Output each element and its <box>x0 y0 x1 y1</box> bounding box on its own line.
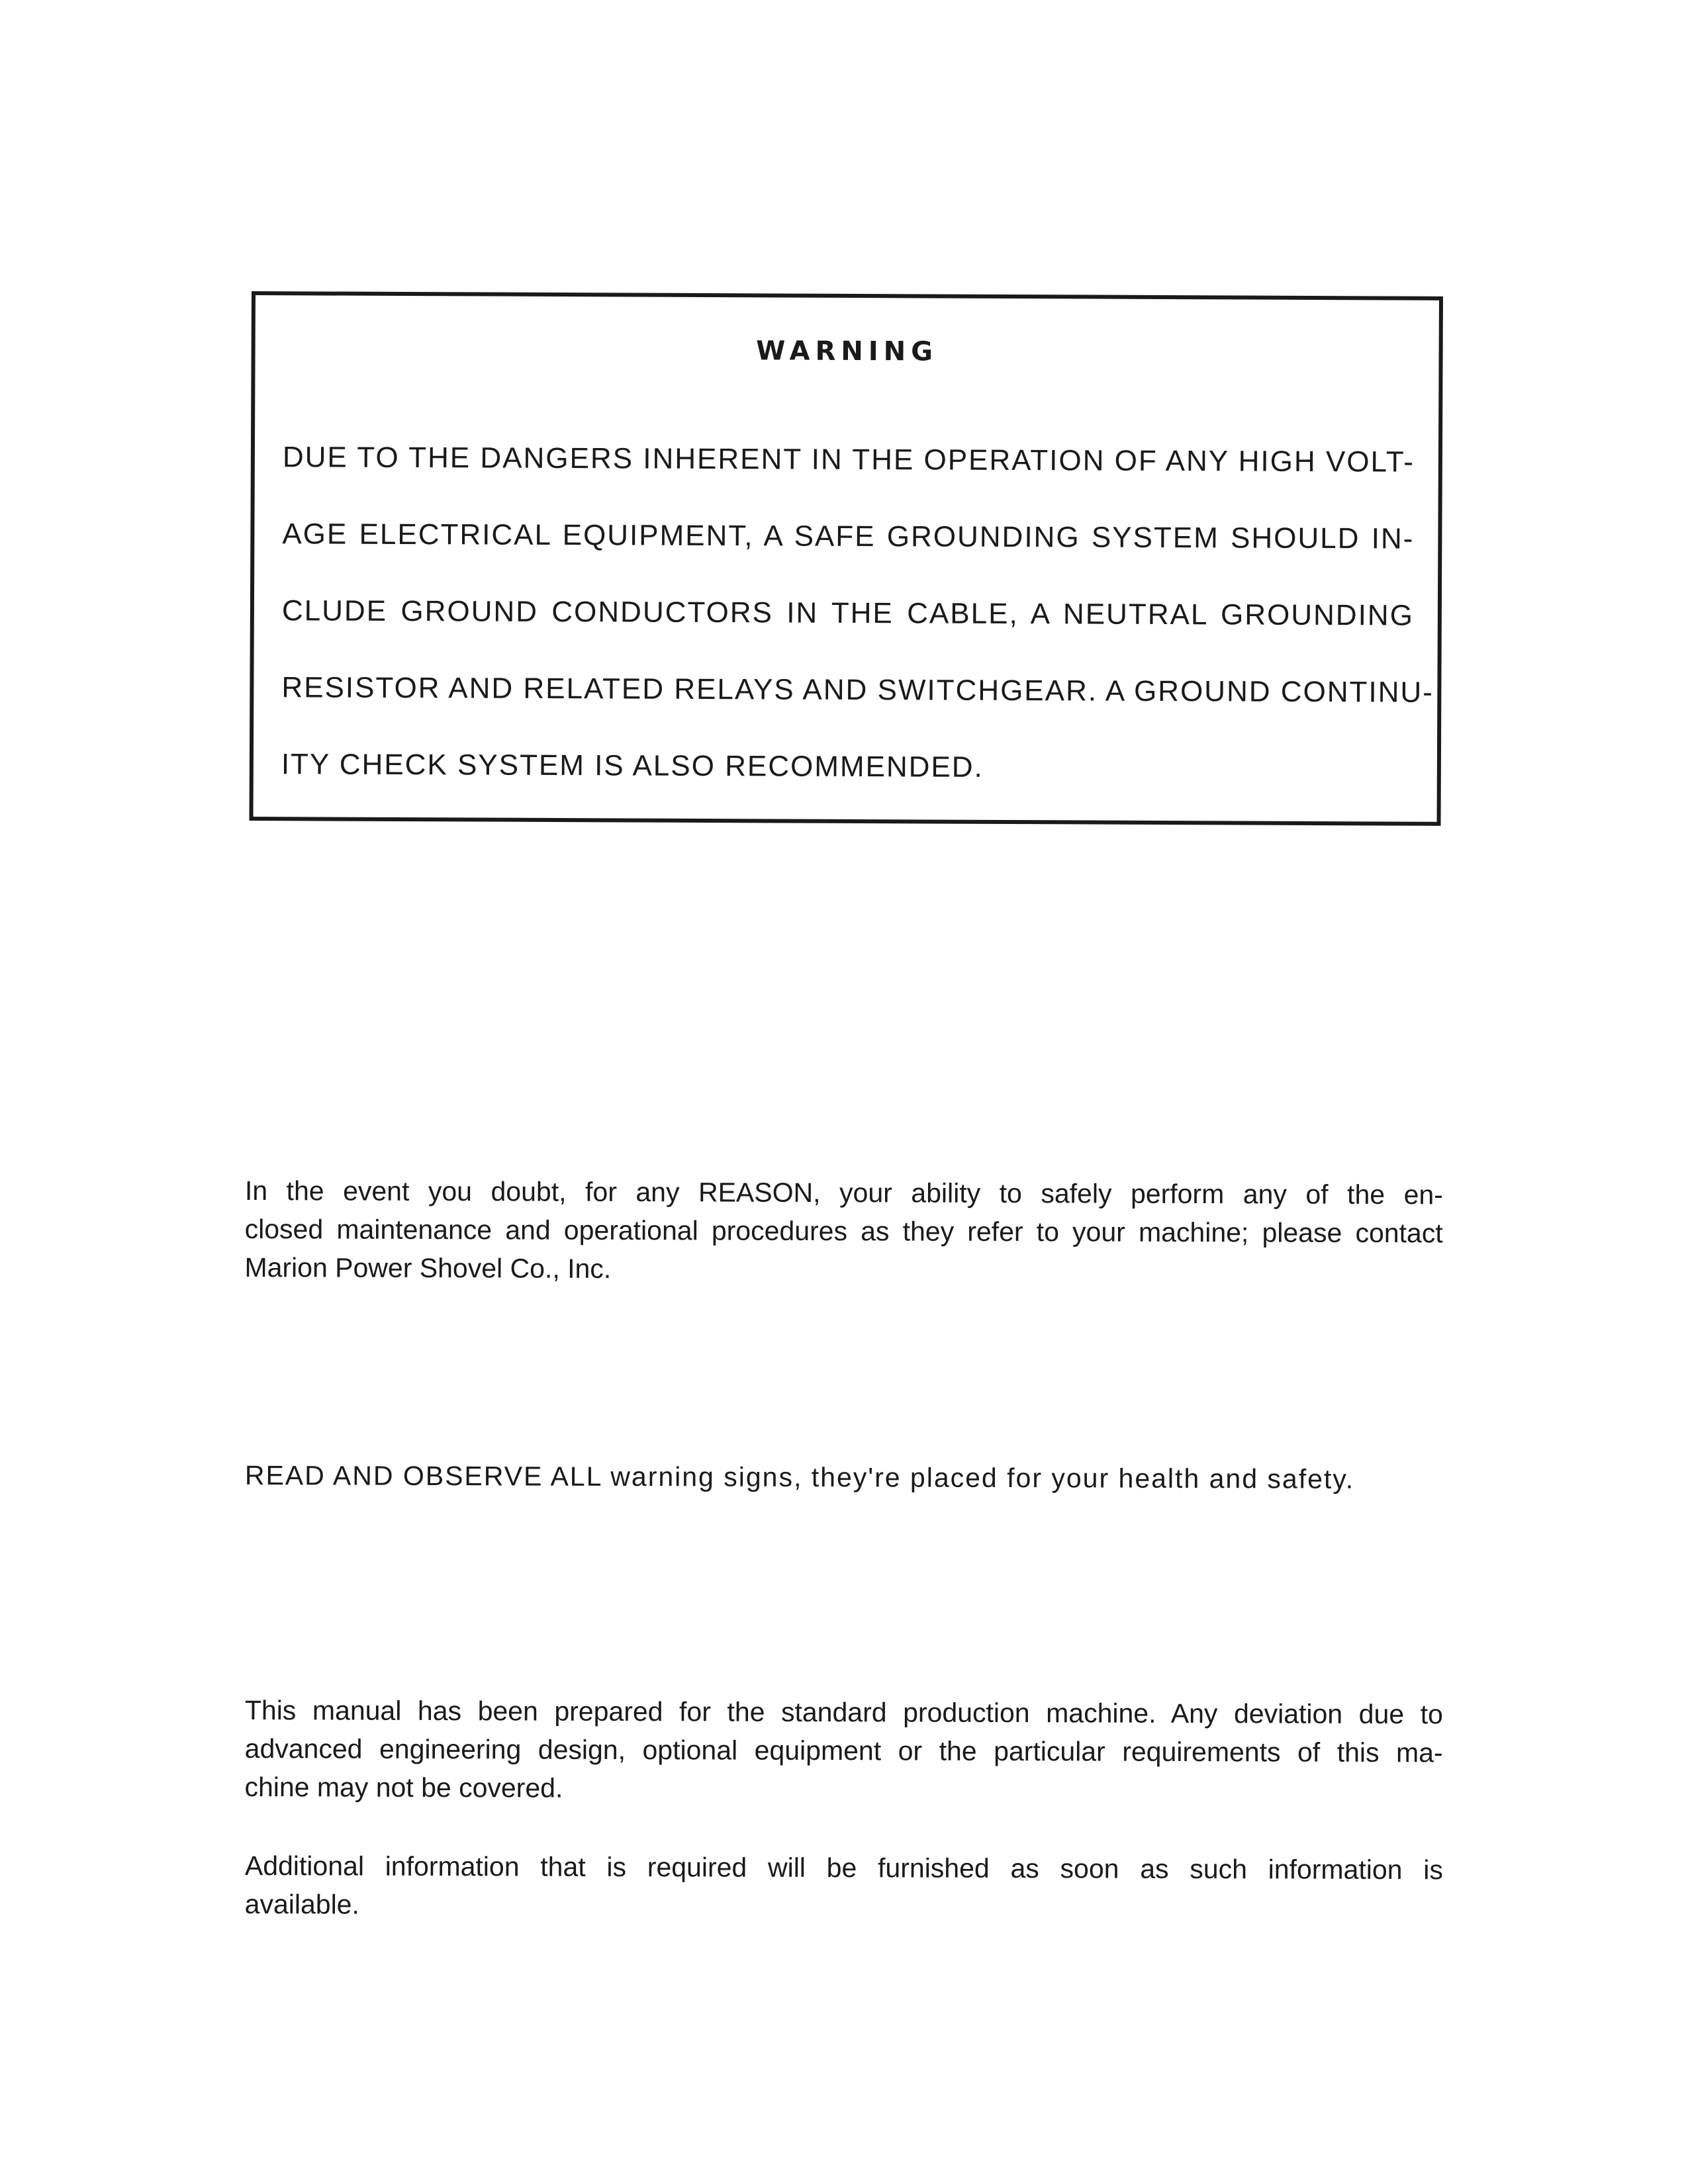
manual-notice-line: This manual has been prepared for the standard production machine. Any deviation due to <box>244 1695 1443 1730</box>
manual-notice-line: chine may not be covered. <box>244 1771 563 1803</box>
warning-line: AGE ELECTRICAL EQUIPMENT, A SAFE GROUNDING SYSTEM SHOULD IN- <box>282 518 1415 555</box>
warning-box <box>250 291 1443 826</box>
signs-notice <box>245 1456 1443 1498</box>
additional-notice-line: available. <box>244 1888 360 1920</box>
doubt-notice-line: Marion Power Shovel Co., Inc. <box>244 1251 612 1284</box>
warning-text <box>281 441 1434 829</box>
doubt-notice <box>244 1171 1443 1291</box>
warning-line: CLUDE GROUND CONDUCTORS IN THE CABLE, A NEUTRAL GROUNDING <box>281 594 1414 632</box>
additional-notice <box>245 1846 1443 1927</box>
additional-notice-line: Additional information that is required will be furnished as soon as such information is <box>244 1850 1443 1886</box>
warning-line: ITY CHECK SYSTEM IS ALSO RECOMMENDED. <box>281 748 984 784</box>
warning-title: WARNING <box>756 336 939 367</box>
doubt-notice-line: closed maintenance and operational procedures as they refer to your machine; please contact <box>244 1213 1443 1249</box>
manual-notice-line: advanced engineering design, optional equipment or the particular requirements of this ma- <box>244 1733 1443 1768</box>
doubt-notice-line: In the event you doubt, for any REASON, your ability to safely perform any of the en- <box>244 1175 1443 1210</box>
warning-line: DUE TO THE DANGERS INHERENT IN THE OPERATION OF ANY HIGH VOLT- <box>282 441 1415 478</box>
manual-notice <box>244 1691 1443 1810</box>
warning-line: RESISTOR AND RELATED RELAYS AND SWITCHGEAR. A GROUND CONTINU- <box>281 671 1434 709</box>
signs-notice-line: READ AND OBSERVE ALL warning signs, they're placed for your health and safety. <box>244 1460 1355 1494</box>
